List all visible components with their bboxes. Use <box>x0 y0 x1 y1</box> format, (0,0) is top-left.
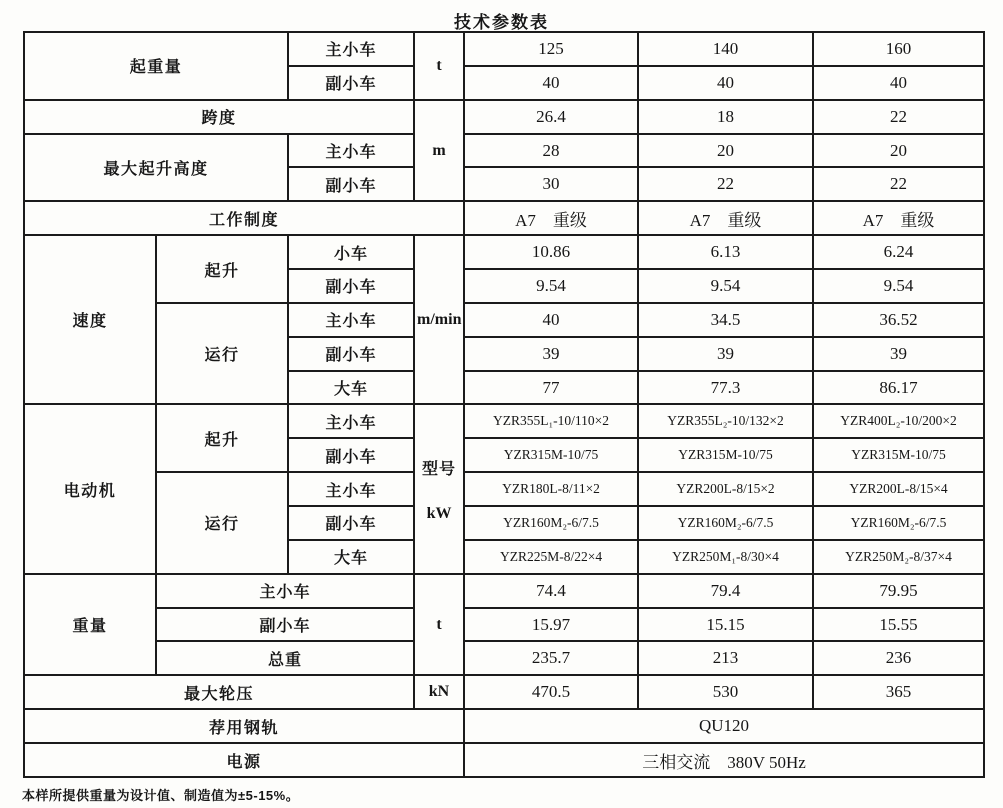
group-label-motor-travel: 运行 <box>156 472 288 574</box>
value-cell: YZR355L₂-10/132×2 <box>638 404 813 438</box>
value-cell: YZR250M₂-8/37×4 <box>813 540 984 574</box>
value-cell: 9.54 <box>638 269 813 303</box>
row-label-motor: 电动机 <box>24 404 156 573</box>
value-cell: 6.24 <box>813 235 984 269</box>
sub-label-main-trolley: 主小车 <box>288 134 414 168</box>
sub-label-main-trolley: 主小车 <box>288 303 414 337</box>
table-row <box>24 404 984 438</box>
row-label-speed: 速度 <box>24 235 156 404</box>
value-cell: 28 <box>464 134 638 168</box>
value-cell: 79.4 <box>638 574 813 608</box>
table-row <box>24 303 984 337</box>
sub-label-aux-trolley: 副小车 <box>288 506 414 540</box>
sub-label-main-trolley: 主小车 <box>288 404 414 438</box>
value-cell: YZR315M-10/75 <box>813 438 984 472</box>
value-cell: 213 <box>638 641 813 675</box>
unit-motor <box>414 404 464 573</box>
value-cell: 140 <box>638 32 813 66</box>
value-cell: QU120 <box>464 709 984 743</box>
value-cell: 22 <box>638 167 813 201</box>
value-cell: 6.13 <box>638 235 813 269</box>
value-cell: 三相交流 380V 50Hz <box>464 743 984 777</box>
value-cell: YZR200L-8/15×4 <box>813 472 984 506</box>
sub-label-bridge: 大车 <box>288 371 414 405</box>
value-cell: 530 <box>638 675 813 709</box>
unit-weight: t <box>414 574 464 676</box>
value-cell: 235.7 <box>464 641 638 675</box>
table-row <box>24 709 984 743</box>
value-cell: 39 <box>638 337 813 371</box>
table-row <box>24 641 984 675</box>
value-cell: YZR315M-10/75 <box>464 438 638 472</box>
table-row <box>24 472 984 506</box>
value-cell: 39 <box>813 337 984 371</box>
page-title: 技术参数表 <box>454 13 549 32</box>
value-cell: 10.86 <box>464 235 638 269</box>
sub-label-aux-trolley: 副小车 <box>288 167 414 201</box>
row-label-wheel-pressure: 最大轮压 <box>24 675 414 709</box>
value-cell: 20 <box>813 134 984 168</box>
table-row <box>24 574 984 608</box>
unit-motor-kw: kW <box>426 504 452 522</box>
value-cell: 74.4 <box>464 574 638 608</box>
table-row <box>24 235 984 269</box>
value-cell: 125 <box>464 32 638 66</box>
value-cell: 15.97 <box>464 608 638 642</box>
table-row <box>24 608 984 642</box>
value-cell: 86.17 <box>813 371 984 405</box>
value-cell: 470.5 <box>464 675 638 709</box>
value-cell: YZR160M₂-6/7.5 <box>464 506 638 540</box>
value-cell: 9.54 <box>813 269 984 303</box>
value-cell: A7 重级 <box>813 201 984 235</box>
value-cell: 9.54 <box>464 269 638 303</box>
group-label-motor-hoist: 起升 <box>156 404 288 472</box>
sub-label-main-trolley: 主小车 <box>288 32 414 66</box>
table-row <box>24 743 984 777</box>
value-cell: YZR400L₂-10/200×2 <box>813 404 984 438</box>
value-cell: 40 <box>638 66 813 100</box>
value-cell: 40 <box>813 66 984 100</box>
sub-label-aux-trolley: 副小车 <box>288 337 414 371</box>
value-cell: YZR315M-10/75 <box>638 438 813 472</box>
group-label-speed-travel: 运行 <box>156 303 288 405</box>
value-cell: YZR355L₁-10/110×2 <box>464 404 638 438</box>
value-cell: YZR200L-8/15×2 <box>638 472 813 506</box>
row-label-duty: 工作制度 <box>24 201 464 235</box>
footnote: 本样所提供重量为设计值、制造值为±5-15%。 <box>22 788 300 803</box>
row-label-rail: 荐用钢轨 <box>24 709 464 743</box>
value-cell: YZR180L-8/11×2 <box>464 472 638 506</box>
value-cell: 365 <box>813 675 984 709</box>
value-cell: 34.5 <box>638 303 813 337</box>
value-cell: YZR225M-8/22×4 <box>464 540 638 574</box>
value-cell: A7 重级 <box>464 201 638 235</box>
value-cell: 15.15 <box>638 608 813 642</box>
value-cell: 77 <box>464 371 638 405</box>
value-cell: 160 <box>813 32 984 66</box>
value-cell: 20 <box>638 134 813 168</box>
value-cell: YZR160M₂-6/7.5 <box>813 506 984 540</box>
value-cell: 40 <box>464 66 638 100</box>
sub-label-aux-trolley: 副小车 <box>288 438 414 472</box>
sub-label-aux-trolley: 副小车 <box>288 269 414 303</box>
spec-table <box>23 31 985 778</box>
table-row <box>24 32 984 66</box>
unit-motor-stack <box>417 456 461 523</box>
sub-label-bridge: 大车 <box>288 540 414 574</box>
row-label-weight: 重量 <box>24 574 156 676</box>
sub-label-aux-trolley: 副小车 <box>156 608 414 642</box>
value-cell: A7 重级 <box>638 201 813 235</box>
sub-label-total-weight: 总重 <box>156 641 414 675</box>
sub-label-trolley: 小车 <box>288 235 414 269</box>
unit-motor-model: 型号 <box>422 460 457 478</box>
value-cell: 236 <box>813 641 984 675</box>
row-label-lift-height: 最大起升高度 <box>24 134 288 202</box>
value-cell: 40 <box>464 303 638 337</box>
sub-label-aux-trolley: 副小车 <box>288 66 414 100</box>
value-cell: YZR160M₂-6/7.5 <box>638 506 813 540</box>
value-cell: YZR250M₁-8/30×4 <box>638 540 813 574</box>
group-label-speed-hoist: 起升 <box>156 235 288 303</box>
value-cell: 77.3 <box>638 371 813 405</box>
value-cell: 79.95 <box>813 574 984 608</box>
unit-wheel-pressure: kN <box>414 675 464 709</box>
unit-span-height: m <box>414 100 464 202</box>
sub-label-main-trolley: 主小车 <box>288 472 414 506</box>
value-cell: 39 <box>464 337 638 371</box>
table-row <box>24 134 984 168</box>
row-label-power: 电源 <box>24 743 464 777</box>
value-cell: 22 <box>813 167 984 201</box>
value-cell: 22 <box>813 100 984 134</box>
unit-speed: m/min <box>414 235 464 404</box>
value-cell: 36.52 <box>813 303 984 337</box>
table-row <box>24 100 984 134</box>
value-cell: 15.55 <box>813 608 984 642</box>
row-label-capacity: 起重量 <box>24 32 288 100</box>
value-cell: 26.4 <box>464 100 638 134</box>
table-row <box>24 201 984 235</box>
row-label-span: 跨度 <box>24 100 414 134</box>
value-cell: 30 <box>464 167 638 201</box>
table-row <box>24 675 984 709</box>
sub-label-main-trolley: 主小车 <box>156 574 414 608</box>
value-cell: 18 <box>638 100 813 134</box>
unit-capacity: t <box>414 32 464 100</box>
